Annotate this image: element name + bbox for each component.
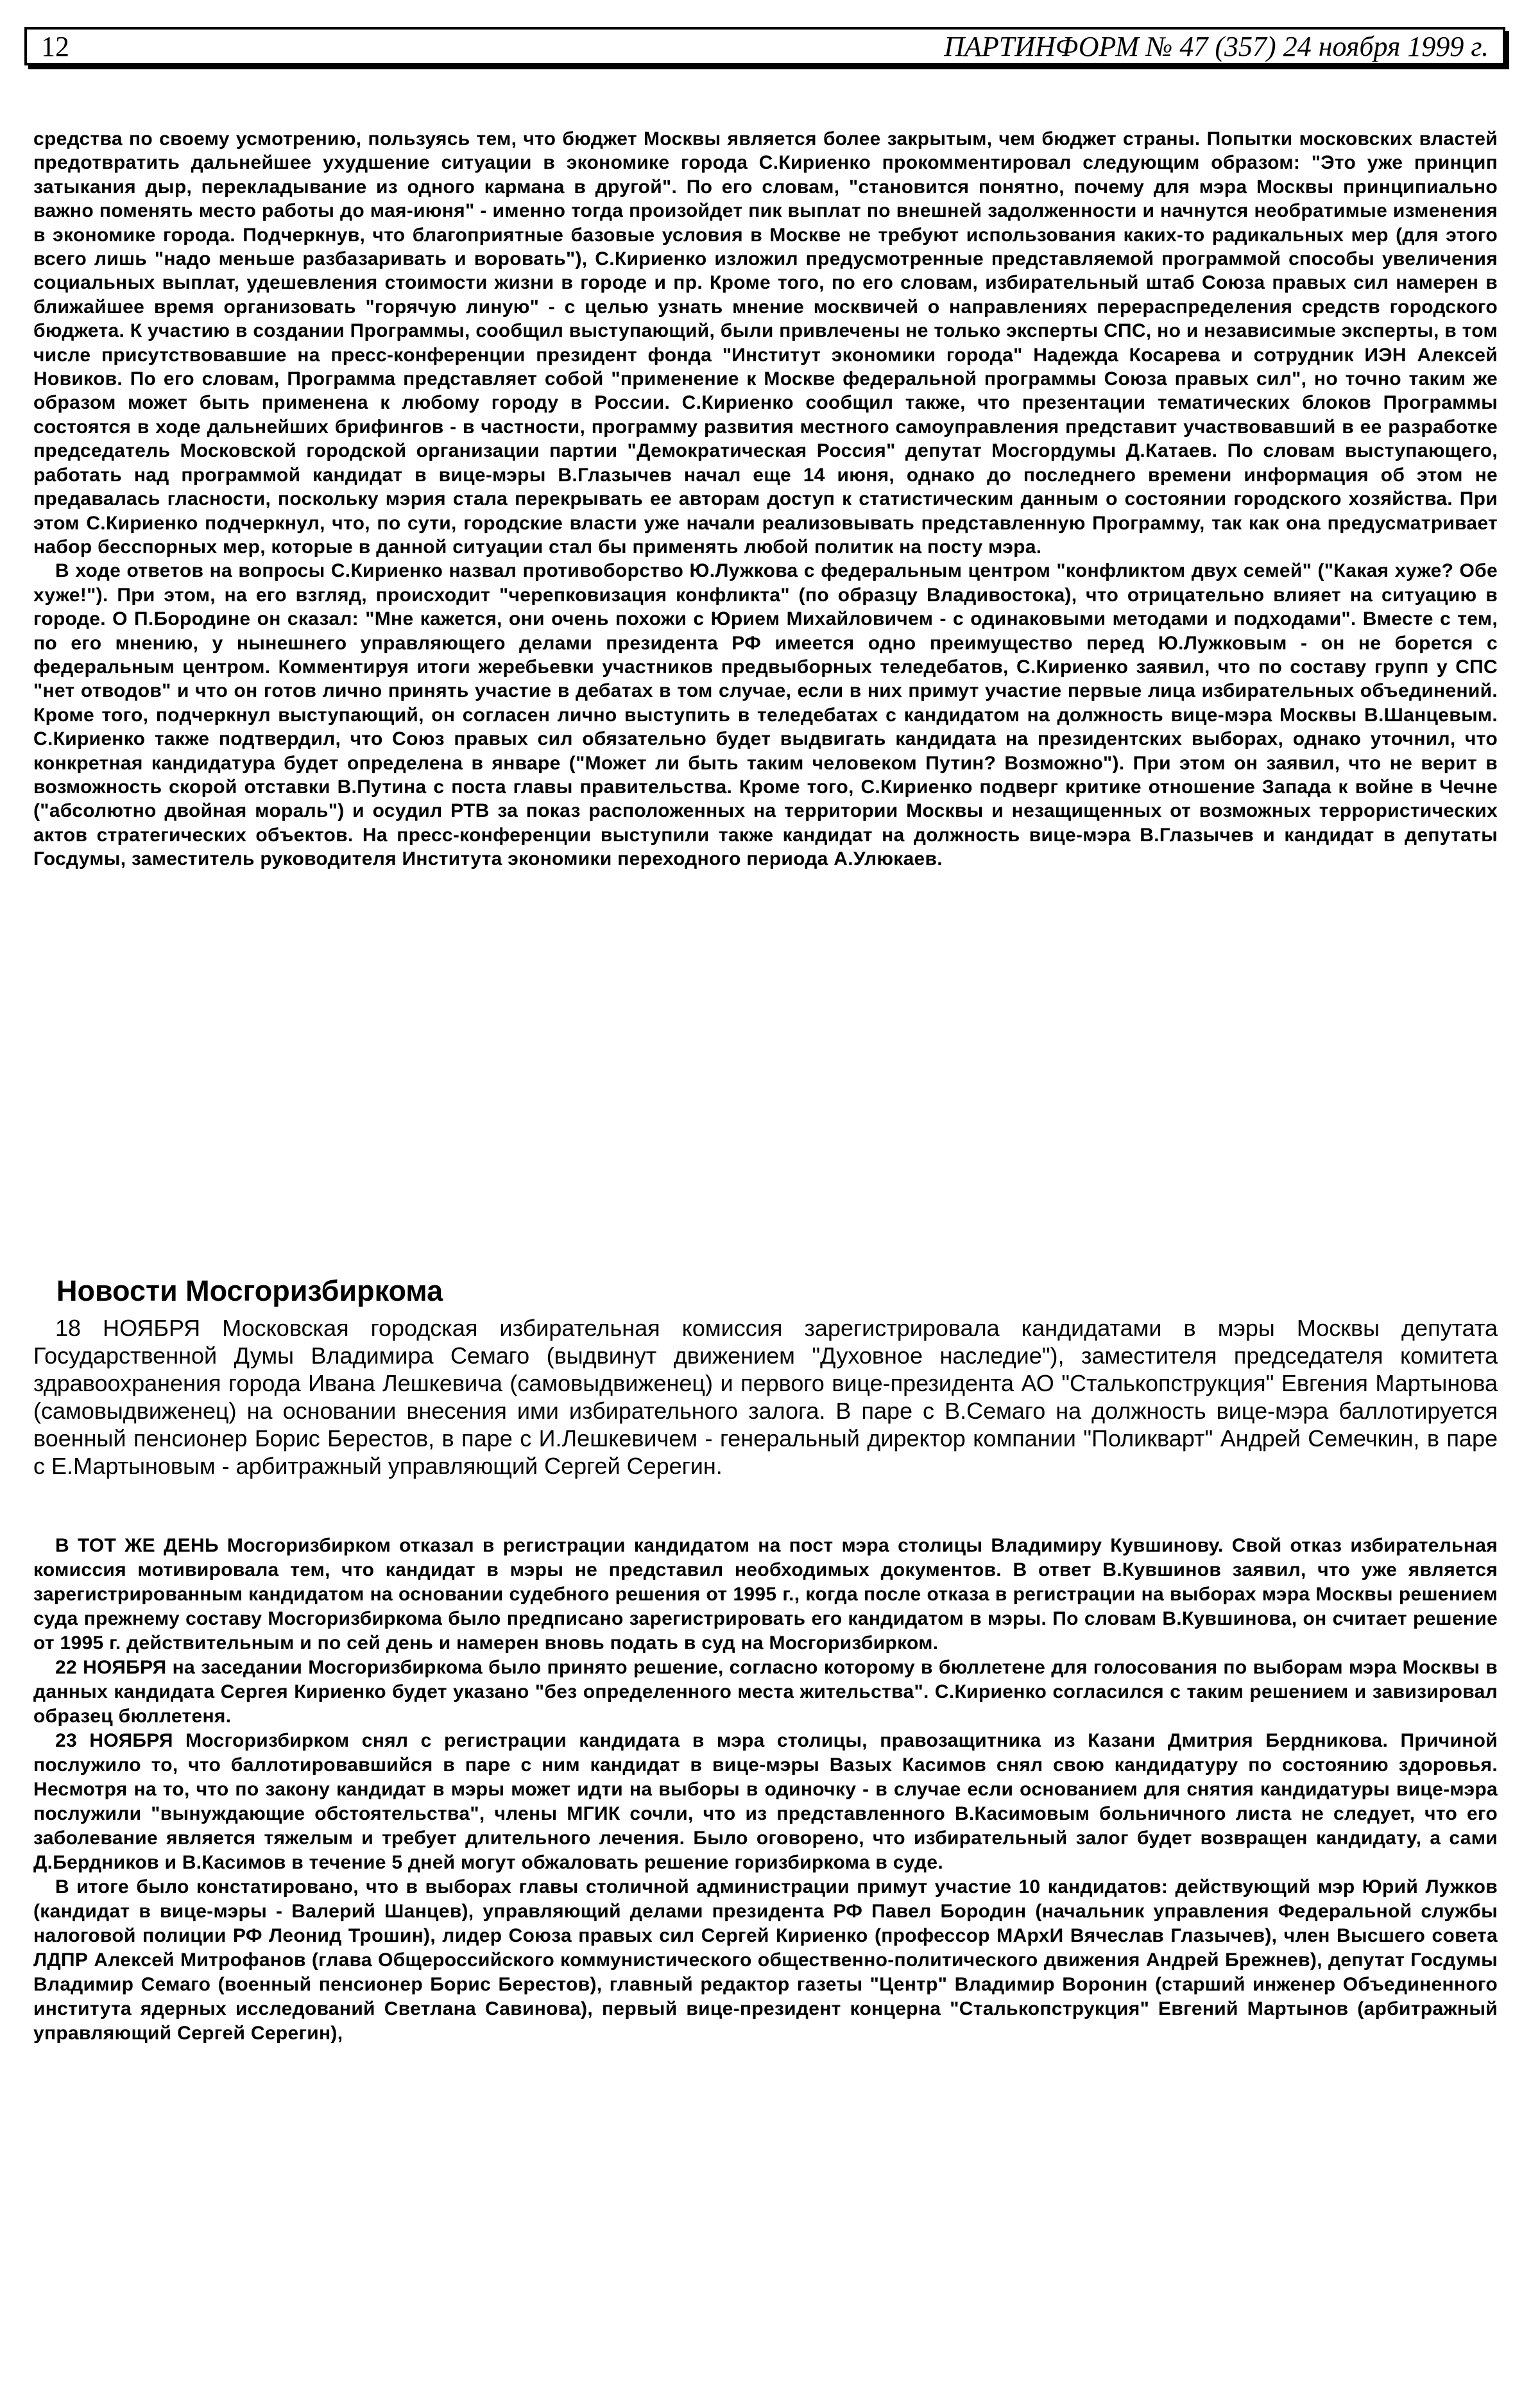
section-paragraph-2 [33, 1534, 1498, 1656]
section-paragraph-3 [33, 1656, 1498, 1729]
section-intro [33, 1314, 1498, 1480]
article-continuation [33, 127, 1498, 871]
section-heading: Новости Мосгоризбиркома [56, 1274, 443, 1307]
article-paragraph-2: В ходе ответов на вопросы С.Кириенко назвал противоборство Ю.Лужкова с федеральным центром "конфликтом двух семей" ("Какая хуже? Обе хуже!"). При этом, на его взгляд, происходит "черепковизация конфликта" (по образцу Владивостока), что отрицательно влияет на ситуацию в городе. О П.Бородине он сказал: "Мне кажется, они очень похожи с Юрием Михайловичем - с одинаковыми методами и подходами". Вместе с тем, по его мнению, у нынешнего управляющего делами президента РФ имеется одно преимущество перед Ю.Лужковым - он не борется с федеральным центром. Комментируя итоги жеребьевки участников предвыборных теледебатов, С.Кириенко заявил, что по составу групп у СПС "нет отводов" и что он готов лично принять участие в дебатах в том случае, если в них примут участие первые лица избирательных объединений. Кроме того, подчеркнул выступающий, он согласен лично выступить в теледебатах с кандидатом на должность вице-мэра Москвы В.Шанцевым. С.Кириенко также подтвердил, что Союз правых сил обязательно будет выдвигать кандидата на президентских выборах, однако уточнил, что конкретная кандидатура будет определена в январе ("Может ли быть таким человеком Путин? Возможно"). При этом он заявил, что не верит в возможность скорой отставки В.Путина с поста главы правительства. Кроме того, С.Кириенко подверг критике отношение Запада к войне в Чечне ("абсолютно двойная мораль") и осудил РТВ за показ расположенных на территории Москвы и незащищенных от возможных террористических актов стратегических объектов. На пресс-конференции выступили также кандидат на должность вице-мэра В.Глазычев и кандидат в депутаты Госдумы, заместитель руководителя Института экономики переходного периода А.Улюкаев. [33, 560, 1498, 870]
article-paragraph-1: средства по своему усмотрению, пользуясь тем, что бюджет Москвы является более закрытым, чем бюджет страны. Попытки московских властей предотвратить дальнейшее ухудшение ситуации в экономике города С.Кириенко прокомментировал следующим образом: "Это уже принцип затыкания дыр, перекладывание из одного кармана в другой". По его словам, "становится понятно, почему для мэра Москвы принципиально важно поменять место работы до мая-июня" - именно тогда произойдет пик выплат по внешней задолженности и начнутся необратимые изменения в экономике города. Подчеркнув, что благоприятные базовые условия в Москве не требуют использования каких-то радикальных мер (для этого всего лишь "надо меньше разбазаривать и воровать"), С.Кириенко изложил предусмотренные представляемой программой способы увеличения социальных выплат, удешевления стоимости жизни в городе и пр. Кроме того, по его словам, избирательный штаб Союза правых сил намерен в ближайшее время организовать "горячую линую" - с целью узнать мнение москвичей о направлениях перераспределения средств городского бюджета. К участию в создании Программы, сообщил выступающий, были привлечены не только эксперты СПС, но и независимые эксперты, в том числе присутствовавшие на пресс-конференции президент фонда "Институт экономики города" Надежда Косарева и сотрудник ИЭН Алексей Новиков. По его словам, Программа представляет собой "применение к Москве федеральной программы Союза правых сил", но точно таким же образом может быть применена к любому городу в России. С.Кириенко сообщил также, что презентации тематических блоков Программы состоятся в ходе дальнейших брифингов - в частности, программу развития местного самоуправления представит участвовавший в ее разработке председатель Московской городской организации партии "Демократическая Россия" депутат Мосгордумы Д.Катаев. По словам выступающего, работать над программой кандидат в вице-мэры В.Глазычев начал еще 14 июня, однако до последнего времени информация об этом не предавалась гласности, поскольку мэрия стала перекрывать ее авторам доступ к статистическим данным о состоянии городского хозяйства. При этом С.Кириенко подчеркнул, что, по сути, городские власти уже начали реализовывать представленную Программу, так как она предусматривает набор бесспорных мер, которые в данной ситуации стал бы применять любой политик на посту мэра. [33, 128, 1498, 558]
paragraph-text: Мосгоризбирком снял с регистрации кандидата в мэра столицы, правозащитника из Казани Дмитрия Бердникова. Причиной послужило то, что баллотировавшийся в паре с ним кандидат в вице-мэры Вазых Касимов снял свою кандидатуру по состоянию здоровья. Несмотря на то, что по закону кандидат в мэры может идти на выборы в одиночку - в случае если основанием для снятия кандидатуры вице-мэра послужили "вынуждающие обстоятельства", члены МГИК сочли, что из представленного В.Касимовым больничного листа не следует, что его заболевание является тяжелым и требует длительного лечения. Было оговорено, что избирательный залог будет возвращен кандидату, а сами Д.Бердников и В.Касимов в течение 5 дней могут обжаловать решение горизбиркома в суде. [33, 1730, 1498, 1873]
date-lead: 22 НОЯБРЯ [55, 1657, 167, 1678]
paragraph-text: Мосгоризбирком отказал в регистрации кандидатом на пост мэра столицы Владимиру Кувшинову. Свой отказ избирательная комиссия мотивировала тем, что кандидат в мэры не представил необходимых документов. В ответ В.Кувшинов заявил, что уже является зарегистрированным кандидатом на основании судебного решения от 1995 г., когда после отказа в регистрации на выборах мэра Москвы решением суда прежнему составу Мосгоризбиркома было предписано зарегистрировать его кандидатом в мэры. По словам В.Кувшинова, он считает решение от 1995 г. действительным и по сей день и намерен вновь подать в суд на Мосгоризбирком. [33, 1535, 1498, 1654]
section-paragraph-5: В итоге было констатировано, что в выборах главы столичной администрации примут участие 10 кандидатов: действующий мэр Юрий Лужков (кандидат в вице-мэры - Валерий Шанцев), управляющий делами президента РФ Павел Бородин (начальник управления Федеральной службы налоговой полиции РФ Леонид Трошин), лидер Союза правых сил Сергей Кириенко (профессор МАрхИ Вячеслав Глазычев), член Высшего совета ЛДПР Алексей Митрофанов (глава Общероссийского коммунистического общественно-политического движения Андрей Брежнев), депутат Госдумы Владимир Семаго (военный пенсионер Борис Берестов), главный редактор газеты "Центр" Владимир Воронин (старший инженер Объединенного института ядерных исследований Светлана Савинова), первый вице-президент концерна "Сталькопструкция" Евгений Мартынов (арбитражный управляющий Сергей Серегин), [33, 1876, 1498, 2044]
paragraph-text: на заседании Мосгоризбиркома было принято решение, согласно которому в бюллетене для голосования по выборам мэра Москвы в данных кандидата Сергея Кириенко будет указано "без определенного места жительства". С.Кириенко согласился с таким решением и завизировал образец бюллетеня. [33, 1657, 1498, 1727]
page-header [24, 27, 1505, 65]
section-paragraph-1: 18 НОЯБРЯ Московская городская избирательная комиссия зарегистрировала кандидатами в мэры Москвы депутата Государственной Думы Владимира Семаго (выдвинут движением "Духовное наследие"), заместителя председателя комитета здравоохранения города Ивана Лешкевича (самовыдвиженец) и первого вице-президента АО "Сталькопструкция" Евгения Мартынова (самовыдвиженец) на основании внесения ими избирательного залога. В паре с В.Семаго на должность вице-мэра баллотируется военный пенсионер Борис Берестов, в паре с И.Лешкевичем - генеральный директор компании "Поликварт" Андрей Семечкин, в паре с Е.Мартыновым - арбитражный управляющий Сергей Серегин. [33, 1315, 1498, 1479]
section-body [33, 1534, 1498, 2046]
publication-title: ПАРТИНФОРМ № 47 (357) 24 ноября 1999 г. [944, 30, 1489, 62]
date-lead: В ТОТ ЖЕ ДЕНЬ [55, 1535, 219, 1556]
page-number: 12 [41, 30, 69, 62]
date-lead: 23 НОЯБРЯ [55, 1730, 173, 1751]
section-paragraph-4 [33, 1729, 1498, 1875]
